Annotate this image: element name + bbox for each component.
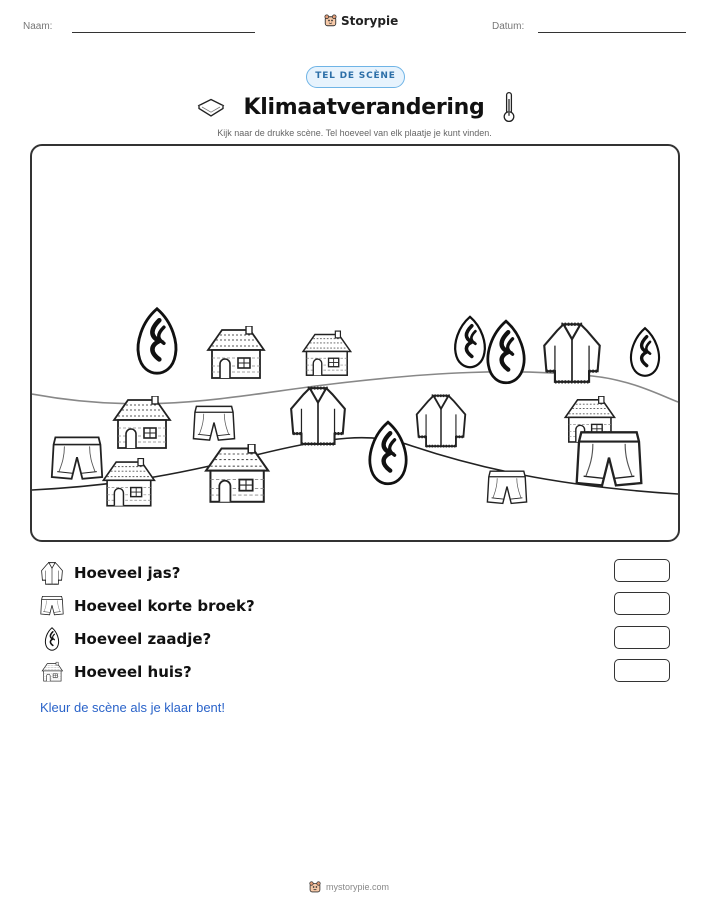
brand-name: Storypie: [341, 13, 399, 28]
answer-box-seed[interactable]: [614, 626, 670, 649]
activity-badge: TEL DE SCÈNE: [306, 66, 405, 88]
scene-jacket: [417, 396, 466, 446]
date-line[interactable]: [538, 32, 686, 33]
book-icon: [196, 96, 226, 118]
mascot-icon: [323, 13, 338, 28]
seed-icon: [40, 627, 64, 651]
scene-house: [208, 326, 264, 378]
scene-house: [206, 444, 268, 502]
scene-seed: [631, 328, 659, 376]
answer-box-shorts[interactable]: [614, 592, 670, 615]
footer: [308, 880, 389, 894]
scene-house: [103, 458, 154, 505]
footer-url[interactable]: mystorypie.com: [326, 882, 390, 892]
question-text: Hoeveel zaadje?: [74, 630, 212, 648]
scene-shorts: [577, 432, 642, 485]
question-row: [40, 627, 211, 651]
shorts-icon: [40, 594, 64, 618]
question-text: Hoeveel huis?: [74, 663, 192, 681]
scene-seed: [455, 317, 485, 367]
page-title: Klimaatverandering: [243, 94, 485, 120]
scene-shorts: [193, 406, 234, 440]
question-row: [40, 660, 192, 684]
scene-seed: [488, 321, 524, 383]
coloring-hint: Kleur de scène als je klaar bent!: [40, 700, 225, 715]
date-label: Datum:: [492, 21, 525, 32]
scene-seed: [370, 422, 406, 484]
scene-drawing: [32, 146, 678, 540]
question-text: Hoeveel korte broek?: [74, 597, 255, 615]
name-line[interactable]: [72, 32, 255, 33]
jacket-icon: [40, 561, 64, 585]
mascot-icon: [308, 880, 322, 894]
scene-jacket: [291, 388, 345, 444]
question-row: [40, 594, 255, 618]
answer-box-jacket[interactable]: [614, 559, 670, 582]
house-icon: [40, 660, 64, 684]
title-row: [186, 91, 526, 123]
scene-house: [303, 331, 351, 375]
question-row: [40, 561, 180, 585]
brand-logo: [323, 13, 398, 28]
scene-shorts: [487, 471, 526, 503]
question-text: Hoeveel jas?: [74, 564, 181, 582]
scene-shorts: [52, 437, 102, 478]
answer-box-house[interactable]: [614, 659, 670, 682]
name-label: Naam:: [23, 21, 53, 32]
scene-seed: [138, 309, 176, 373]
counting-scene[interactable]: [30, 144, 680, 542]
thermometer-icon: [502, 91, 516, 123]
instructions: Kijk naar de drukke scène. Tel hoeveel van elk plaatje je kunt vinden.: [217, 128, 492, 138]
